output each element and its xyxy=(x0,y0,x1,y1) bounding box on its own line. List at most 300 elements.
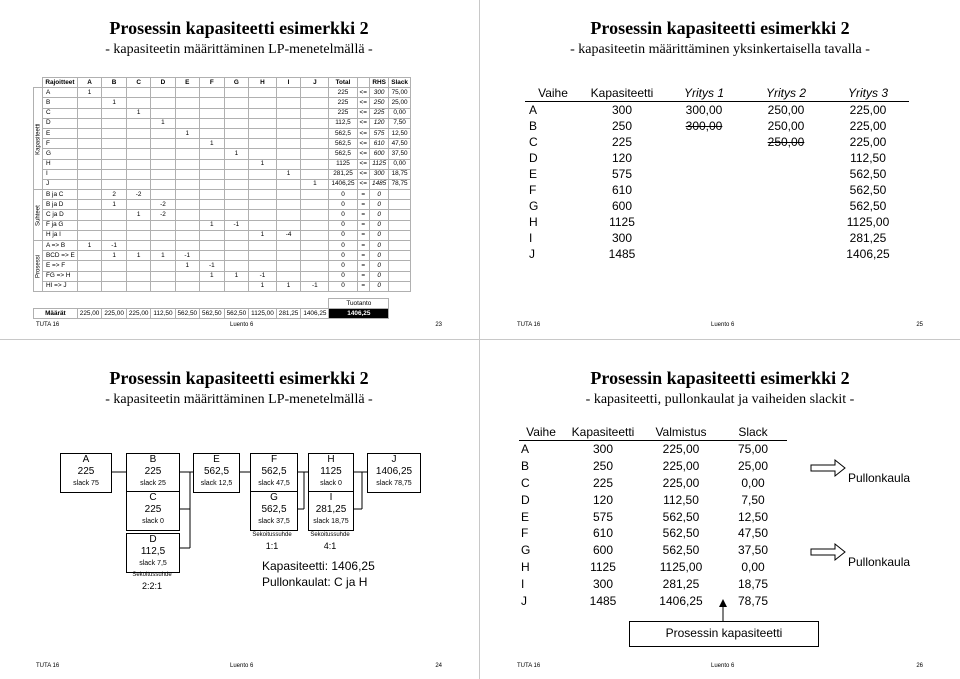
slide-subtitle: - kapasiteetin määrittäminen LP-menetelmällä - xyxy=(105,42,373,57)
table-cell: 610 xyxy=(370,139,389,149)
table-cell: -1 xyxy=(175,251,200,261)
table-cell xyxy=(389,190,411,200)
table-cell: B xyxy=(529,119,538,133)
table-cell: 250 xyxy=(370,98,389,108)
table-cell: 0 xyxy=(329,190,357,200)
table-cell: A xyxy=(521,442,530,457)
table-cell xyxy=(276,88,301,98)
node-d: D 112,5 slack 7,5 xyxy=(126,533,180,573)
table-row xyxy=(525,102,909,119)
table-cell xyxy=(249,190,277,200)
table-row xyxy=(525,150,909,166)
table-cell: 0 xyxy=(370,251,389,261)
table-cell: 225 xyxy=(611,135,633,149)
table-cell xyxy=(77,149,102,159)
table-cell: 1406,25 xyxy=(329,179,357,189)
table-cell: B ja D xyxy=(43,200,78,210)
table-cell: -1 xyxy=(249,271,277,281)
table-cell xyxy=(301,149,329,159)
table-cell xyxy=(200,251,225,261)
footer-lecture: Luento 6 xyxy=(230,322,254,328)
table-cell: 1125 xyxy=(329,159,357,169)
tuotanto-label-row xyxy=(34,298,411,308)
table-header-row xyxy=(525,84,909,102)
table-cell: 37,50 xyxy=(737,543,769,558)
table-cell: 1 xyxy=(276,281,301,291)
table-cell: = xyxy=(357,261,369,271)
caption-text: Prosessin kapasiteetti xyxy=(665,626,783,640)
maarat-value: 225,00 xyxy=(126,309,151,319)
table-cell xyxy=(301,241,329,251)
blank-cell xyxy=(389,298,411,308)
table-cell: 0 xyxy=(370,271,389,281)
table-cell: 300,00 xyxy=(685,103,723,117)
slide-title: Prosessin kapasiteetti esimerkki 2 xyxy=(590,18,850,38)
table-cell: 575 xyxy=(592,509,614,524)
table-cell xyxy=(301,169,329,179)
table-cell: 1 xyxy=(102,200,127,210)
table-cell xyxy=(126,220,151,230)
node-b: B 225 slack 25 xyxy=(126,453,180,493)
table-cell xyxy=(301,190,329,200)
table-cell xyxy=(175,230,200,240)
table-cell xyxy=(224,241,249,251)
table-cell xyxy=(175,190,200,200)
table-cell xyxy=(126,159,151,169)
table-cell xyxy=(224,169,249,179)
table-cell: 300 xyxy=(370,169,389,179)
spacer-row xyxy=(34,291,411,298)
slide-title: Prosessin kapasiteetti esimerkki 2 xyxy=(590,368,850,388)
table-cell xyxy=(175,98,200,108)
column-header: B xyxy=(102,78,127,88)
table-cell: 120 xyxy=(592,492,614,507)
table-cell xyxy=(102,169,127,179)
table-row xyxy=(34,118,411,128)
table-cell: -1 xyxy=(224,220,249,230)
table-cell: 0 xyxy=(329,200,357,210)
table-cell xyxy=(126,139,151,149)
table-cell xyxy=(126,88,151,98)
ratio-value-bcd: 2:2:1 xyxy=(141,581,163,591)
table-cell: G xyxy=(43,149,78,159)
table-cell xyxy=(249,261,277,271)
table-cell xyxy=(77,230,102,240)
table-cell xyxy=(200,169,225,179)
table-cell: 1125 xyxy=(370,159,389,169)
table-cell: 1 xyxy=(276,169,301,179)
table-cell xyxy=(224,190,249,200)
table-cell xyxy=(301,88,329,98)
table-cell: 225 xyxy=(592,475,614,490)
table-cell xyxy=(102,281,127,291)
table-cell: 225,00 xyxy=(849,135,887,149)
table-cell: 25,00 xyxy=(389,98,411,108)
footer-course: TUTA 16 xyxy=(36,322,60,328)
table-cell: 0 xyxy=(329,210,357,220)
table-cell: 7,50 xyxy=(389,118,411,128)
table-cell: -1 xyxy=(301,281,329,291)
table-cell xyxy=(276,241,301,251)
table-cell: 0,00 xyxy=(741,559,765,574)
group-label: Suhteet xyxy=(34,190,43,241)
blank-cell xyxy=(389,309,411,319)
table-cell: 1 xyxy=(200,139,225,149)
table-cell xyxy=(200,159,225,169)
table-cell: 225,00 xyxy=(662,459,700,474)
table-cell: = xyxy=(357,200,369,210)
table-cell: 112,5 xyxy=(329,118,357,128)
table-cell: 1 xyxy=(224,149,249,159)
table-cell xyxy=(102,118,127,128)
table-cell: 562,50 xyxy=(849,167,887,181)
table-cell: 1 xyxy=(126,108,151,118)
table-cell xyxy=(126,179,151,189)
slide-title: Prosessin kapasiteetti esimerkki 2 xyxy=(109,18,369,38)
table-cell xyxy=(200,149,225,159)
table-cell: 1 xyxy=(224,271,249,281)
table-cell: C xyxy=(521,475,530,490)
table-cell xyxy=(151,98,175,108)
table-cell xyxy=(745,230,827,246)
table-cell xyxy=(126,241,151,251)
table-cell: 112,50 xyxy=(850,151,886,165)
table-cell: 78,75 xyxy=(389,179,411,189)
table-cell xyxy=(224,108,249,118)
table-cell: A xyxy=(529,103,538,117)
table-cell: A => B xyxy=(43,241,78,251)
table-cell xyxy=(276,108,301,118)
table-cell: 562,50 xyxy=(849,183,887,197)
column-header: Total xyxy=(329,78,357,88)
table-cell: 225 xyxy=(329,108,357,118)
table-cell: 120 xyxy=(370,118,389,128)
table-row xyxy=(34,241,411,251)
maarat-value: 281,25 xyxy=(276,309,301,319)
column-header: E xyxy=(175,78,200,88)
table-cell xyxy=(77,108,102,118)
table-cell xyxy=(224,281,249,291)
table-cell xyxy=(224,98,249,108)
table-cell: 75,00 xyxy=(737,442,769,457)
table-cell: = xyxy=(357,190,369,200)
table-cell xyxy=(175,271,200,281)
table-cell: -1 xyxy=(102,241,127,251)
table-cell: 1125,00 xyxy=(659,559,703,574)
column-header: Kapasiteetti xyxy=(581,84,663,102)
table-cell xyxy=(301,139,329,149)
column-header: J xyxy=(301,78,329,88)
table-cell xyxy=(102,159,127,169)
footer-page-number: 23 xyxy=(435,322,442,328)
table-cell: -1 xyxy=(200,261,225,271)
table-cell xyxy=(126,118,151,128)
table-cell xyxy=(200,200,225,210)
table-cell: 225,00 xyxy=(849,119,887,133)
table-cell: 2 xyxy=(102,190,127,200)
table-cell: 562,50 xyxy=(849,199,887,213)
table-cell: 1 xyxy=(102,251,127,261)
table-cell xyxy=(276,159,301,169)
node-g: G 562,5 slack 37,5 xyxy=(250,491,298,531)
table-cell: 1 xyxy=(175,128,200,138)
table-cell xyxy=(276,190,301,200)
table-cell xyxy=(249,179,277,189)
table-row xyxy=(525,166,909,182)
bottleneck-line: Pullonkaulat: C ja H xyxy=(262,575,368,589)
table-cell: D xyxy=(43,118,78,128)
table-cell xyxy=(745,214,827,230)
column-header: A xyxy=(77,78,102,88)
table-cell xyxy=(77,118,102,128)
maarat-value: 562,50 xyxy=(175,309,200,319)
table-cell xyxy=(663,182,745,198)
table-cell: 1125 xyxy=(609,215,635,229)
table-cell xyxy=(126,149,151,159)
table-cell: 562,50 xyxy=(662,509,700,524)
maarat-row xyxy=(34,309,411,319)
table-cell: E => F xyxy=(43,261,78,271)
table-cell xyxy=(77,210,102,220)
lp-table xyxy=(33,77,411,319)
table-cell xyxy=(389,271,411,281)
slide-subtitle: - kapasiteetin määrittäminen LP-menetelmällä - xyxy=(105,392,373,407)
table-cell: <= xyxy=(357,88,369,98)
table-cell xyxy=(249,149,277,159)
table-cell xyxy=(276,128,301,138)
ratio-value-hi: 4:1 xyxy=(323,541,337,551)
table-cell: 12,50 xyxy=(389,128,411,138)
table-cell xyxy=(224,230,249,240)
column-header: C xyxy=(126,78,151,88)
table-cell xyxy=(389,281,411,291)
table-cell xyxy=(77,261,102,271)
table-cell: 0 xyxy=(329,220,357,230)
table-cell: 1 xyxy=(77,88,102,98)
table-cell xyxy=(663,198,745,214)
table-cell xyxy=(126,128,151,138)
table-cell: 0 xyxy=(370,210,389,220)
table-cell: 47,50 xyxy=(737,526,769,541)
table-cell: BCD => E xyxy=(43,251,78,261)
table-cell xyxy=(224,88,249,98)
table-cell xyxy=(301,128,329,138)
table-cell xyxy=(175,220,200,230)
table-cell: 250,00 xyxy=(767,119,805,133)
slide-title: Prosessin kapasiteetti esimerkki 2 xyxy=(109,368,369,388)
table-cell: 600 xyxy=(611,199,633,213)
footer-course: TUTA 16 xyxy=(36,663,60,669)
table-cell xyxy=(663,134,745,150)
table-cell xyxy=(663,166,745,182)
table-cell: 0 xyxy=(329,241,357,251)
maarat-label: Määrät xyxy=(34,309,78,319)
table-cell xyxy=(102,128,127,138)
table-cell: 1 xyxy=(175,261,200,271)
table-cell xyxy=(249,139,277,149)
table-cell: 120 xyxy=(611,151,633,165)
blank-cell xyxy=(34,298,329,308)
table-cell xyxy=(77,179,102,189)
table-cell xyxy=(200,241,225,251)
table-cell: 300 xyxy=(611,231,633,245)
table-cell xyxy=(200,190,225,200)
table-cell: H xyxy=(521,559,530,574)
table-cell: 75,00 xyxy=(389,88,411,98)
table-cell: 562,5 xyxy=(329,149,357,159)
table-cell xyxy=(301,118,329,128)
table-cell xyxy=(102,139,127,149)
table-cell xyxy=(175,200,200,210)
table-row xyxy=(34,139,411,149)
bottleneck-label-c: Pullonkaula xyxy=(848,471,911,485)
table-cell: H xyxy=(529,215,538,229)
table-cell: 225 xyxy=(370,108,389,118)
table-cell: 1485 xyxy=(589,593,617,608)
table-cell xyxy=(276,261,301,271)
table-cell: J xyxy=(529,247,535,261)
table-cell: I xyxy=(43,169,78,179)
table-cell xyxy=(663,150,745,166)
table-row xyxy=(34,98,411,108)
table-cell xyxy=(224,128,249,138)
table-cell: I xyxy=(521,576,525,591)
table-cell: -2 xyxy=(151,200,175,210)
table-cell xyxy=(102,210,127,220)
table-cell: 1 xyxy=(151,118,175,128)
table-cell: 18,75 xyxy=(737,576,769,591)
tuotanto-label: Tuotanto xyxy=(329,298,389,308)
table-cell: 0,00 xyxy=(741,475,765,490)
table-cell xyxy=(276,118,301,128)
node-a: A 225 slack 75 xyxy=(60,453,112,493)
table-cell: 281,25 xyxy=(849,231,887,245)
table-cell: 18,75 xyxy=(389,169,411,179)
table-cell: C ja D xyxy=(43,210,78,220)
table-cell: = xyxy=(357,251,369,261)
table-cell: 25,00 xyxy=(737,459,769,474)
column-header: RHS xyxy=(370,78,389,88)
table-cell: 1 xyxy=(126,210,151,220)
table-row xyxy=(525,230,909,246)
table-cell: <= xyxy=(357,159,369,169)
table-cell xyxy=(276,271,301,281)
table-cell: 1 xyxy=(102,98,127,108)
table-cell: <= xyxy=(357,108,369,118)
maarat-value: 225,00 xyxy=(77,309,102,319)
table-cell xyxy=(301,210,329,220)
table-cell: 0 xyxy=(329,271,357,281)
column-header: Yritys 2 xyxy=(745,84,827,102)
table-cell xyxy=(200,108,225,118)
table-cell xyxy=(301,200,329,210)
node-j: J 1406,25 slack 78,75 xyxy=(367,453,421,493)
table-cell: 0 xyxy=(370,230,389,240)
table-cell: 1 xyxy=(249,159,277,169)
table-cell xyxy=(102,149,127,159)
table-cell: <= xyxy=(357,149,369,159)
table-cell xyxy=(77,200,102,210)
table-cell xyxy=(126,271,151,281)
table-cell xyxy=(745,182,827,198)
table-cell xyxy=(126,281,151,291)
capacity-summary xyxy=(262,558,375,590)
table-row xyxy=(34,159,411,169)
table-cell: 300 xyxy=(611,103,633,117)
table-cell xyxy=(126,261,151,271)
table-cell xyxy=(200,230,225,240)
table-cell xyxy=(175,281,200,291)
table-cell: F xyxy=(529,183,537,197)
table-cell: 1 xyxy=(200,271,225,281)
table-cell xyxy=(151,220,175,230)
table-cell xyxy=(102,108,127,118)
table-cell: 250,00 xyxy=(767,135,805,149)
table-cell: 225,00 xyxy=(662,475,700,490)
table-cell xyxy=(126,98,151,108)
table-cell xyxy=(249,251,277,261)
ratio-label-fg: Sekoitussuhde xyxy=(252,532,292,538)
slide-24 xyxy=(0,341,478,679)
table-cell xyxy=(224,179,249,189)
table-cell: 0 xyxy=(370,281,389,291)
table-cell: G xyxy=(521,543,531,558)
table-cell xyxy=(389,230,411,240)
table-cell xyxy=(102,88,127,98)
table-cell: F ja G xyxy=(43,220,78,230)
footer-course: TUTA 16 xyxy=(517,322,541,328)
maarat-value: 112,50 xyxy=(151,309,175,319)
table-cell: B ja C xyxy=(43,190,78,200)
table-cell xyxy=(301,251,329,261)
slide-26 xyxy=(481,341,959,679)
table-cell: 225,00 xyxy=(849,103,887,117)
table-cell: J xyxy=(521,593,527,608)
table-cell: 225 xyxy=(329,88,357,98)
table-cell xyxy=(224,200,249,210)
table-cell xyxy=(276,200,301,210)
table-cell xyxy=(276,251,301,261)
table-row xyxy=(34,88,411,98)
table-cell xyxy=(389,200,411,210)
footer-page-number: 24 xyxy=(435,663,442,669)
table-cell: 1 xyxy=(151,251,175,261)
table-cell: <= xyxy=(357,169,369,179)
node-c: C 225 slack 0 xyxy=(126,491,180,531)
table-cell: 600 xyxy=(592,543,614,558)
table-cell xyxy=(175,88,200,98)
table-cell xyxy=(102,230,127,240)
table-cell: = xyxy=(357,210,369,220)
table-cell: A xyxy=(43,88,78,98)
process-flow-arrows xyxy=(0,341,478,679)
maarat-value: 225,00 xyxy=(102,309,127,319)
table-cell: 281,25 xyxy=(662,576,700,591)
table-row xyxy=(34,210,411,220)
table-cell xyxy=(249,98,277,108)
table-cell xyxy=(77,98,102,108)
node-i: I 281,25 slack 18,75 xyxy=(308,491,354,531)
table-cell xyxy=(224,261,249,271)
node-h: H 1125 slack 0 xyxy=(308,453,354,493)
table-row xyxy=(525,246,909,262)
column-header: G xyxy=(224,78,249,88)
table-cell xyxy=(301,220,329,230)
table-cell xyxy=(389,251,411,261)
table-cell xyxy=(200,98,225,108)
table-cell: = xyxy=(357,281,369,291)
table-cell: 1 xyxy=(301,179,329,189)
